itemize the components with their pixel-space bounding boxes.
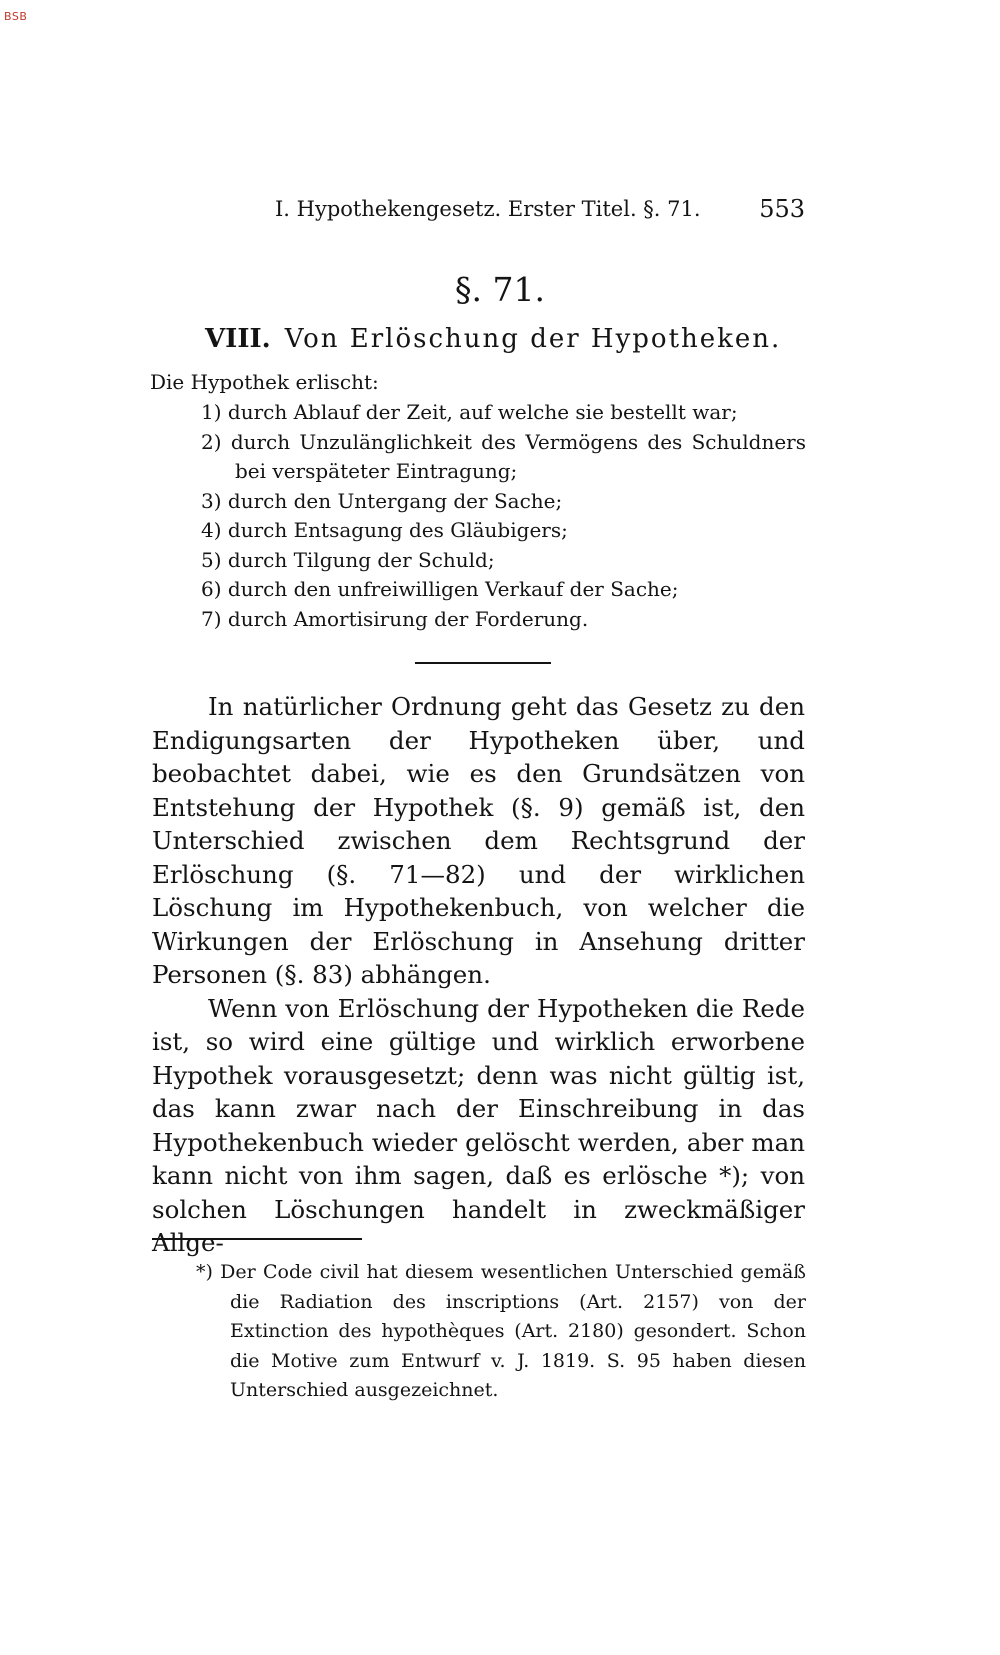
running-header [275, 195, 805, 223]
statute-intro: Die Hypothek erlischt: [150, 370, 379, 394]
statute-item: 7) durch Amortisirung der Forderung. [201, 606, 589, 631]
footnote [196, 1258, 806, 1406]
statute-item-list [201, 398, 806, 634]
footnote-text: *) Der Code civil hat diesem wesentlichen Unterschied gemäß die Radiation des inscriptions (Art. 2157) von der Extinction des hypothèques (Art. 2180) gesondert. Schon die Motive zum Entwurf v. J. 1819. S. 95 haben diesen Unterschied ausgezeichnet. [196, 1261, 806, 1401]
commentary-paragraph: In natürlicher Ordnung geht das Gesetz zu den Endigungsarten der Hypotheken über, und beobachtet dabei, wie es den Grundsätzen von Entstehung der Hypothek (§. 9) gemäß ist, den Unterschied zwischen dem Rechtsgrund der Erlöschung (§. 71—82) und der wirklichen Löschung im Hypothekenbuch, von welcher die Wirkungen der Erlöschung in Ansehung dritter Personen (§. 83) abhängen. [152, 692, 805, 989]
section-heading-text: Von Erlöschung der Hypotheken. [284, 324, 782, 354]
running-title: I. Hypothekengesetz. Erster Titel. §. 71. [275, 197, 701, 221]
statute-item: 1) durch Ablauf der Zeit, auf welche sie bestellt war; [201, 400, 738, 424]
statute-item: 2) durch Unzulänglichkeit des Vermögens des Schuldners bei verspäteter Eintragung; [201, 429, 806, 483]
statute-item: 5) durch Tilgung der Schuld; [201, 547, 495, 572]
section-heading-numeral: VIII. [205, 324, 271, 354]
library-watermark: BSB [4, 10, 28, 23]
commentary-paragraph: Wenn von Erlöschung der Hypotheken die Rede ist, so wird eine gültige und wirklich erworbene Hypothek vorausgesetzt; denn was nicht gültig ist, das kann zwar nach der Einschreibung in das Hypothekenbuch wieder gelöscht werden, aber man kann nicht von ihm sagen, daß es erlösche *); von solchen Löschungen handelt in zweckmäßiger Allge- [152, 993, 805, 1257]
section-divider [415, 662, 551, 664]
statute-item: 6) durch den unfreiwilligen Verkauf der Sache; [201, 577, 679, 601]
footnote-divider [152, 1238, 362, 1240]
statute-item: 4) durch Entsagung des Gläubigers; [201, 518, 568, 542]
statute-item: 3) durch den Untergang der Sache; [201, 488, 563, 513]
section-number: §. 71. [455, 270, 545, 309]
commentary-body [152, 690, 805, 1260]
section-heading [205, 322, 781, 356]
page-number: 553 [759, 195, 805, 223]
